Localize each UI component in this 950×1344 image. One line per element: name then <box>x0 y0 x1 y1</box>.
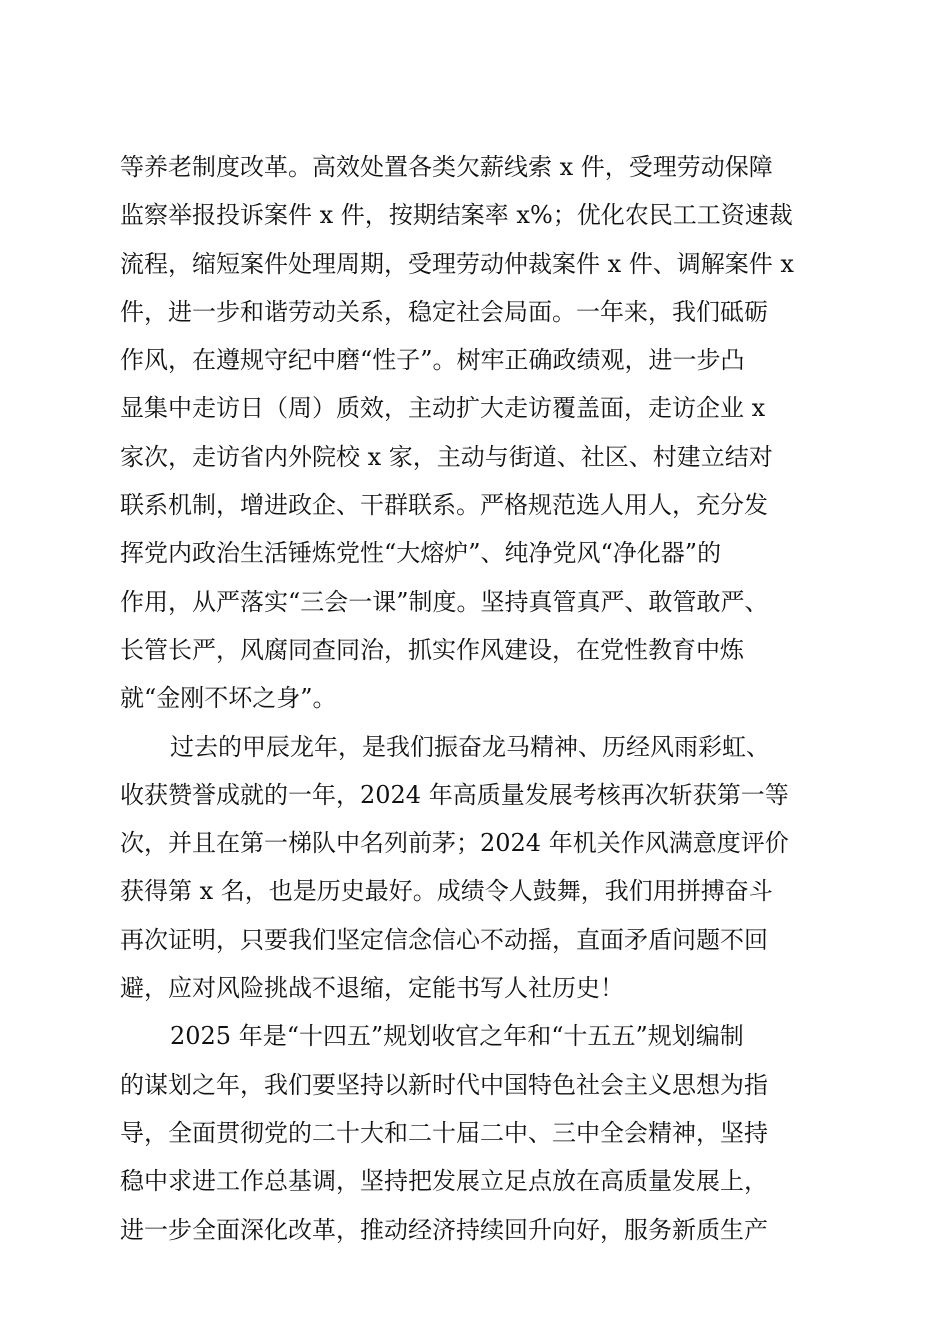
text-line: 显集中走访日（周）质效，主动扩大走访覆盖面，走访企业 x <box>120 394 766 423</box>
paragraph-start-line: 过去的甲辰龙年，是我们振奋龙马精神、历经风雨彩虹、 <box>170 732 770 761</box>
text-line: 导，全面贯彻党的二十大和二十届二中、三中全会精神，坚持 <box>120 1118 768 1147</box>
text-line: 件，进一步和谐劳动关系，稳定社会局面。一年来，我们砥砺 <box>120 297 768 326</box>
text-line: 作风，在遵规守纪中磨“性子”。树牢正确政绩观，进一步凸 <box>120 346 745 375</box>
text-line: 再次证明，只要我们坚定信念信心不动摇，直面矛盾问题不回 <box>120 925 768 954</box>
text-line: 联系机制，增进政企、干群联系。严格规范选人用人，充分发 <box>120 491 768 520</box>
text-line: 避，应对风险挑战不退缩，定能书写人社历史！ <box>120 974 624 1003</box>
document-body <box>120 143 840 1254</box>
text-line: 作用，从严落实“三会一课”制度。坚持真管真严、敢管敢严、 <box>120 587 769 616</box>
text-line: 就“金刚不坏之身”。 <box>120 684 337 713</box>
paragraph-start-line: 2025 年是“十四五”规划收官之年和“十五五”规划编制 <box>170 1022 744 1051</box>
text-line: 等养老制度改革。高效处置各类欠薪线索 x 件，受理劳动保障 <box>120 153 773 181</box>
text-line: 长管长严，风腐同查同治，抓实作风建设，在党性教育中炼 <box>120 635 744 664</box>
text-line: 挥党内政治生活锤炼党性“大熔炉”、纯净党风“净化器”的 <box>120 539 722 568</box>
text-line: 获得第 x 名，也是历史最好。成绩令人鼓舞，我们用拼搏奋斗 <box>120 877 773 906</box>
text-line: 家次，走访省内外院校 x 家，主动与街道、社区、村建立结对 <box>120 442 773 471</box>
text-line: 流程，缩短案件处理周期，受理劳动仲裁案件 x 件、调解案件 x <box>120 249 794 278</box>
text-line: 收获赞誉成就的一年，2024 年高质量发展考核再次斩获第一等 <box>120 780 789 809</box>
text-line: 稳中求进工作总基调，坚持把发展立足点放在高质量发展上， <box>120 1167 768 1196</box>
text-line: 进一步全面深化改革，推动经济持续回升向好，服务新质生产 <box>120 1215 768 1244</box>
text-line: 监察举报投诉案件 x 件，按期结案率 x%；优化农民工工资速裁 <box>120 201 793 230</box>
text-line: 的谋划之年，我们要坚持以新时代中国特色社会主义思想为指 <box>120 1070 768 1099</box>
text-line: 次，并且在第一梯队中名列前茅；2024 年机关作风满意度评价 <box>120 829 789 858</box>
